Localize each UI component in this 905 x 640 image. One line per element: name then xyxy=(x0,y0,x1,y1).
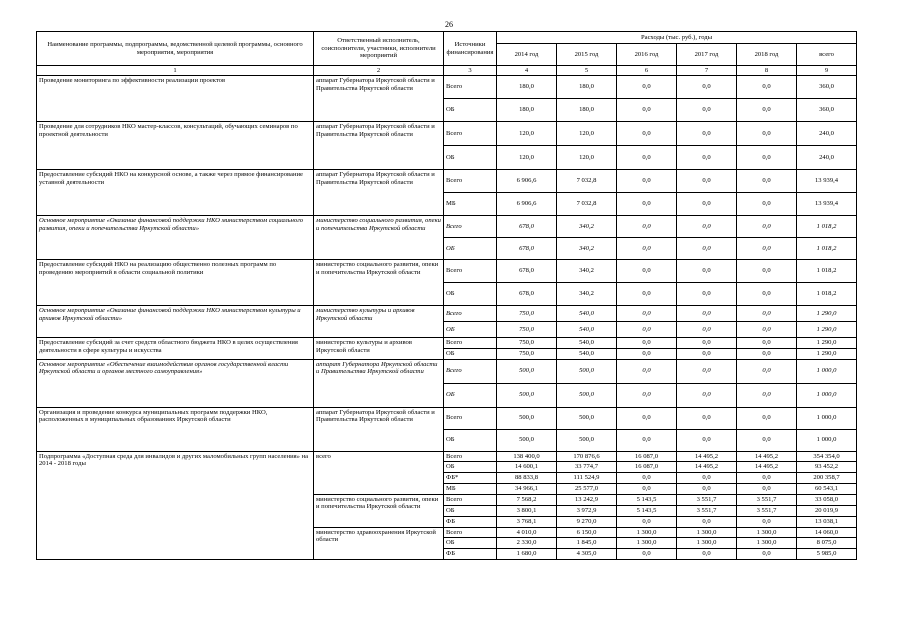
value-total: 13 939,4 xyxy=(797,193,857,216)
value-year: 0,0 xyxy=(617,549,677,560)
value-year: 7 032,8 xyxy=(557,193,617,216)
row-name: Предоставление субсидий НКО на конкурсной основе, а также через прямое финансирование уставной деятельности xyxy=(37,170,314,216)
value-total: 1 000,0 xyxy=(797,359,857,383)
value-year: 4 305,0 xyxy=(557,549,617,560)
funding-source: ОБ xyxy=(444,429,497,451)
funding-source: ОБ xyxy=(444,283,497,306)
value-year: 0,0 xyxy=(677,473,737,484)
funding-source: Всего xyxy=(444,306,497,322)
row-executor: министерство социального развития, опеки и попечительства Иркутской области xyxy=(314,494,444,527)
value-year: 138 400,0 xyxy=(497,451,557,462)
value-year: 0,0 xyxy=(737,146,797,170)
column-index: 2 xyxy=(314,66,444,76)
value-year: 0,0 xyxy=(677,359,737,383)
value-year: 0,0 xyxy=(677,170,737,193)
header-total: всего xyxy=(797,44,857,66)
row-name: Проведение мониторинга по эффективности реализации проектов xyxy=(37,76,314,122)
value-year: 0,0 xyxy=(617,516,677,527)
value-total: 354 354,0 xyxy=(797,451,857,462)
funding-source: ОБ xyxy=(444,322,497,338)
value-year: 3 551,7 xyxy=(677,494,737,505)
value-year: 0,0 xyxy=(677,260,737,283)
column-index: 1 xyxy=(37,66,314,76)
funding-source: Всего xyxy=(444,527,497,538)
value-year: 500,0 xyxy=(557,359,617,383)
column-index: 4 xyxy=(497,66,557,76)
value-total: 20 019,9 xyxy=(797,505,857,516)
value-year: 678,0 xyxy=(497,238,557,260)
value-year: 678,0 xyxy=(497,283,557,306)
value-total: 13 038,1 xyxy=(797,516,857,527)
value-year: 0,0 xyxy=(737,122,797,146)
value-year: 678,0 xyxy=(497,260,557,283)
value-year: 0,0 xyxy=(737,260,797,283)
value-year: 180,0 xyxy=(497,76,557,99)
funding-source: Всего xyxy=(444,359,497,383)
funding-source: Всего xyxy=(444,494,497,505)
value-year: 0,0 xyxy=(617,306,677,322)
header-name: Наименование программы, подпрограммы, ведомственной целевой программы, основного мероприятия, мероприятия xyxy=(37,32,314,66)
value-total: 8 075,0 xyxy=(797,538,857,549)
value-total: 60 543,1 xyxy=(797,483,857,494)
value-year: 0,0 xyxy=(677,516,737,527)
value-year: 120,0 xyxy=(497,146,557,170)
table-row xyxy=(37,76,857,99)
value-total: 93 452,2 xyxy=(797,462,857,473)
row-name: Проведение для сотрудников НКО мастер-классов, консультаций, обучающих семинаров по проектной деятельности xyxy=(37,122,314,170)
value-year: 0,0 xyxy=(737,359,797,383)
value-total: 13 939,4 xyxy=(797,170,857,193)
row-executor: аппарат Губернатора Иркутской области и Правительства Иркутской области xyxy=(314,407,444,451)
value-year: 0,0 xyxy=(617,238,677,260)
row-executor: аппарат Губернатора Иркутской области и Правительства Иркутской области xyxy=(314,359,444,407)
row-name: Основное мероприятие «Оказание финансовой поддержки НКО министерством культуры и архивов Иркутской области» xyxy=(37,306,314,338)
value-year: 750,0 xyxy=(497,348,557,359)
value-year: 500,0 xyxy=(497,383,557,407)
value-total: 5 985,0 xyxy=(797,549,857,560)
column-index: 7 xyxy=(677,66,737,76)
table-row xyxy=(37,451,857,462)
header-year: 2018 год xyxy=(737,44,797,66)
value-year: 0,0 xyxy=(677,99,737,122)
value-year: 0,0 xyxy=(617,338,677,349)
funding-source: Всего xyxy=(444,216,497,238)
table-row xyxy=(37,359,857,383)
value-year: 678,0 xyxy=(497,216,557,238)
value-year: 1 300,0 xyxy=(617,538,677,549)
funding-source: ОБ xyxy=(444,99,497,122)
value-year: 2 330,0 xyxy=(497,538,557,549)
funding-source: МБ xyxy=(444,193,497,216)
value-year: 0,0 xyxy=(617,483,677,494)
value-year: 0,0 xyxy=(737,516,797,527)
value-year: 0,0 xyxy=(677,122,737,146)
row-executor: всего xyxy=(314,451,444,494)
value-year: 0,0 xyxy=(677,146,737,170)
value-year: 0,0 xyxy=(617,322,677,338)
value-year: 500,0 xyxy=(497,359,557,383)
column-index: 3 xyxy=(444,66,497,76)
value-year: 0,0 xyxy=(677,407,737,429)
value-year: 0,0 xyxy=(737,283,797,306)
row-executor: министерство социального развития, опеки и попечительства Иркутской области xyxy=(314,260,444,306)
header-year: 2017 год xyxy=(677,44,737,66)
value-year: 340,2 xyxy=(557,216,617,238)
row-executor: министерство социального развития, опеки и попечительства Иркутской области xyxy=(314,216,444,260)
value-year: 0,0 xyxy=(677,338,737,349)
funding-source: Всего xyxy=(444,76,497,99)
value-year: 0,0 xyxy=(737,383,797,407)
column-index: 8 xyxy=(737,66,797,76)
value-total: 1 290,0 xyxy=(797,348,857,359)
value-year: 170 876,6 xyxy=(557,451,617,462)
value-year: 0,0 xyxy=(617,99,677,122)
value-year: 750,0 xyxy=(497,322,557,338)
value-year: 500,0 xyxy=(557,429,617,451)
funding-source: ОБ xyxy=(444,462,497,473)
value-year: 540,0 xyxy=(557,322,617,338)
value-year: 0,0 xyxy=(617,383,677,407)
row-name: Организация и проведение конкурса муниципальных программ поддержки НКО, расположенных в муниципальных образованиях Иркутской области xyxy=(37,407,314,451)
value-year: 14 495,2 xyxy=(737,462,797,473)
value-year: 540,0 xyxy=(557,338,617,349)
value-year: 3 768,1 xyxy=(497,516,557,527)
table-header xyxy=(37,32,857,76)
value-year: 25 577,0 xyxy=(557,483,617,494)
column-index: 6 xyxy=(617,66,677,76)
value-year: 3 551,7 xyxy=(677,505,737,516)
value-year: 6 906,6 xyxy=(497,193,557,216)
value-year: 0,0 xyxy=(617,216,677,238)
row-executor: министерство здравоохранения Иркутской области xyxy=(314,527,444,559)
value-year: 1 300,0 xyxy=(677,538,737,549)
funding-source: ОБ xyxy=(444,538,497,549)
value-year: 500,0 xyxy=(557,383,617,407)
value-year: 0,0 xyxy=(677,383,737,407)
funding-source: ОБ xyxy=(444,348,497,359)
table-row xyxy=(37,260,857,283)
value-total: 240,0 xyxy=(797,146,857,170)
value-year: 0,0 xyxy=(737,473,797,484)
value-year: 5 143,5 xyxy=(617,494,677,505)
value-year: 750,0 xyxy=(497,306,557,322)
header-costs: Расходы (тыс. руб.), годы xyxy=(497,32,857,44)
value-year: 14 495,2 xyxy=(677,462,737,473)
value-year: 6 906,6 xyxy=(497,170,557,193)
value-total: 1 290,0 xyxy=(797,322,857,338)
page-number: 26 xyxy=(445,20,453,29)
value-year: 0,0 xyxy=(617,122,677,146)
value-year: 340,2 xyxy=(557,283,617,306)
value-year: 0,0 xyxy=(617,429,677,451)
value-year: 6 150,0 xyxy=(557,527,617,538)
value-total: 1 000,0 xyxy=(797,407,857,429)
value-year: 13 242,9 xyxy=(557,494,617,505)
value-total: 1 290,0 xyxy=(797,338,857,349)
value-year: 4 010,0 xyxy=(497,527,557,538)
value-year: 0,0 xyxy=(737,99,797,122)
value-year: 16 087,0 xyxy=(617,462,677,473)
value-year: 7 568,2 xyxy=(497,494,557,505)
value-year: 0,0 xyxy=(617,348,677,359)
funding-source: ОБ xyxy=(444,146,497,170)
budget-table xyxy=(36,31,857,560)
value-year: 0,0 xyxy=(617,359,677,383)
table-row xyxy=(37,306,857,322)
value-year: 0,0 xyxy=(617,76,677,99)
funding-source: Всего xyxy=(444,338,497,349)
value-year: 0,0 xyxy=(737,407,797,429)
funding-source: Всего xyxy=(444,451,497,462)
value-year: 3 972,9 xyxy=(557,505,617,516)
row-executor: аппарат Губернатора Иркутской области и Правительства Иркутской области xyxy=(314,76,444,122)
value-year: 0,0 xyxy=(617,260,677,283)
value-year: 500,0 xyxy=(497,429,557,451)
value-year: 88 833,8 xyxy=(497,473,557,484)
value-year: 0,0 xyxy=(737,193,797,216)
funding-source: ФБ xyxy=(444,516,497,527)
value-year: 0,0 xyxy=(737,348,797,359)
row-executor: аппарат Губернатора Иркутской области и Правительства Иркутской области xyxy=(314,122,444,170)
table-row xyxy=(37,170,857,193)
value-year: 0,0 xyxy=(617,170,677,193)
value-year: 0,0 xyxy=(617,283,677,306)
header-year: 2014 год xyxy=(497,44,557,66)
row-executor: аппарат Губернатора Иркутской области и Правительства Иркутской области xyxy=(314,170,444,216)
value-total: 1 000,0 xyxy=(797,383,857,407)
value-year: 1 300,0 xyxy=(737,527,797,538)
value-year: 0,0 xyxy=(677,348,737,359)
funding-source: МБ xyxy=(444,483,497,494)
table-row xyxy=(37,122,857,146)
value-year: 500,0 xyxy=(557,407,617,429)
column-index: 9 xyxy=(797,66,857,76)
value-total: 240,0 xyxy=(797,122,857,146)
value-year: 0,0 xyxy=(677,193,737,216)
value-year: 3 800,1 xyxy=(497,505,557,516)
value-year: 540,0 xyxy=(557,348,617,359)
value-year: 33 774,7 xyxy=(557,462,617,473)
value-total: 33 058,0 xyxy=(797,494,857,505)
value-year: 180,0 xyxy=(557,76,617,99)
row-name: Предоставление субсидий за счет средств областного бюджета НКО в целях осуществления деятельности в сфере культуры и искусства xyxy=(37,338,314,360)
value-year: 0,0 xyxy=(737,306,797,322)
value-year: 14 495,2 xyxy=(677,451,737,462)
value-year: 0,0 xyxy=(737,216,797,238)
value-year: 1 300,0 xyxy=(617,527,677,538)
value-year: 0,0 xyxy=(737,238,797,260)
value-year: 0,0 xyxy=(737,170,797,193)
table-row xyxy=(37,338,857,349)
value-year: 1 300,0 xyxy=(677,527,737,538)
value-year: 0,0 xyxy=(737,483,797,494)
value-total: 1 018,2 xyxy=(797,216,857,238)
funding-source: ОБ xyxy=(444,505,497,516)
value-total: 1 018,2 xyxy=(797,260,857,283)
column-index-row xyxy=(37,66,857,76)
header-source: Источники финансирования xyxy=(444,32,497,66)
value-year: 7 032,8 xyxy=(557,170,617,193)
value-year: 0,0 xyxy=(737,429,797,451)
funding-source: ФБ* xyxy=(444,473,497,484)
funding-source: Всего xyxy=(444,122,497,146)
funding-source: ОБ xyxy=(444,238,497,260)
value-total: 1 018,2 xyxy=(797,238,857,260)
header-executor: Ответственный исполнитель, соисполнители, участники, исполнители мероприятий xyxy=(314,32,444,66)
funding-source: Всего xyxy=(444,170,497,193)
value-year: 0,0 xyxy=(617,473,677,484)
value-year: 0,0 xyxy=(677,238,737,260)
value-year: 0,0 xyxy=(677,322,737,338)
table-body xyxy=(37,76,857,560)
value-year: 0,0 xyxy=(677,76,737,99)
value-year: 16 087,0 xyxy=(617,451,677,462)
value-year: 9 270,0 xyxy=(557,516,617,527)
value-year: 540,0 xyxy=(557,306,617,322)
value-year: 180,0 xyxy=(557,99,617,122)
value-year: 0,0 xyxy=(677,429,737,451)
value-year: 5 143,5 xyxy=(617,505,677,516)
row-name: Основное мероприятие «Оказание финансовой поддержки НКО министерством социального развития, опеки и попечительства Иркутской области» xyxy=(37,216,314,260)
row-executor: министерство культуры и архивов Иркутской области xyxy=(314,338,444,360)
value-year: 0,0 xyxy=(677,283,737,306)
header-year: 2016 год xyxy=(617,44,677,66)
value-year: 14 600,1 xyxy=(497,462,557,473)
value-year: 3 551,7 xyxy=(737,494,797,505)
header-year: 2015 год xyxy=(557,44,617,66)
value-total: 1 018,2 xyxy=(797,283,857,306)
row-executor: министерство культуры и архивов Иркутской области xyxy=(314,306,444,338)
value-total: 360,0 xyxy=(797,76,857,99)
value-total: 200 358,7 xyxy=(797,473,857,484)
value-year: 0,0 xyxy=(737,549,797,560)
value-year: 120,0 xyxy=(557,146,617,170)
funding-source: ОБ xyxy=(444,383,497,407)
funding-source: ФБ xyxy=(444,549,497,560)
value-year: 0,0 xyxy=(677,306,737,322)
value-year: 180,0 xyxy=(497,99,557,122)
value-year: 0,0 xyxy=(617,146,677,170)
row-name: Подпрограмма «Доступная среда для инвалидов и других маломобильных групп населения» на 2014 - 2018 годы xyxy=(37,451,314,559)
value-year: 0,0 xyxy=(737,322,797,338)
value-year: 0,0 xyxy=(617,407,677,429)
value-year: 111 524,9 xyxy=(557,473,617,484)
value-year: 0,0 xyxy=(737,76,797,99)
value-total: 1 000,0 xyxy=(797,429,857,451)
value-total: 1 290,0 xyxy=(797,306,857,322)
value-year: 120,0 xyxy=(497,122,557,146)
value-year: 0,0 xyxy=(677,549,737,560)
value-year: 750,0 xyxy=(497,338,557,349)
table-row xyxy=(37,407,857,429)
value-year: 500,0 xyxy=(497,407,557,429)
value-year: 0,0 xyxy=(737,338,797,349)
funding-source: Всего xyxy=(444,407,497,429)
value-year: 1 680,0 xyxy=(497,549,557,560)
value-total: 14 060,0 xyxy=(797,527,857,538)
value-year: 0,0 xyxy=(617,193,677,216)
value-year: 14 495,2 xyxy=(737,451,797,462)
value-total: 360,0 xyxy=(797,99,857,122)
funding-source: Всего xyxy=(444,260,497,283)
value-year: 340,2 xyxy=(557,238,617,260)
value-year: 34 966,1 xyxy=(497,483,557,494)
value-year: 0,0 xyxy=(677,483,737,494)
column-index: 5 xyxy=(557,66,617,76)
value-year: 1 300,0 xyxy=(737,538,797,549)
value-year: 3 551,7 xyxy=(737,505,797,516)
table-row xyxy=(37,216,857,238)
value-year: 120,0 xyxy=(557,122,617,146)
value-year: 340,2 xyxy=(557,260,617,283)
value-year: 1 845,0 xyxy=(557,538,617,549)
row-name: Предоставление субсидий НКО на реализацию общественно полезных программ по проведению мероприятий в области социальной политики xyxy=(37,260,314,306)
value-year: 0,0 xyxy=(677,216,737,238)
row-name: Основное мероприятие «Обеспечение взаимодействия органов государственной власти Иркутской области и органов местного самоуправления» xyxy=(37,359,314,407)
